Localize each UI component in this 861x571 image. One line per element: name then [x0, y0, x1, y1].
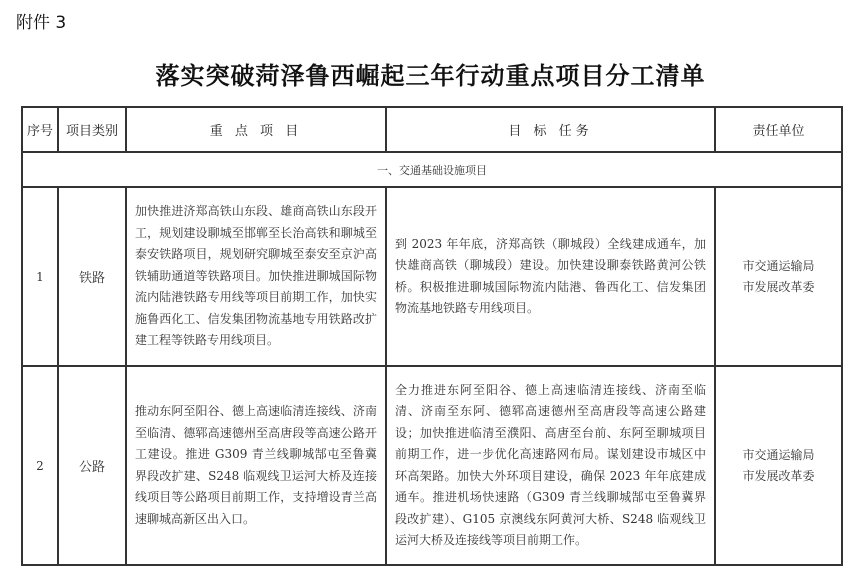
- header-responsible-unit: 责任单位: [715, 107, 842, 152]
- row-key-project: 推动东阿至阳谷、德上高速临清连接线、济南至临清、德郓高速德州至高唐段等高速公路开工建设。推进 G309 青兰线聊城郜屯至鲁冀界段改扩建、S248 临观线卫运河大桥及连接线项目等公路项目前期工作，支持增设青兰高速聊城高新区出入口。: [126, 366, 386, 565]
- header-target-task: 目 标 任务: [386, 107, 715, 152]
- project-table: [21, 106, 843, 566]
- row-number: 2: [22, 366, 58, 565]
- header-key-project: 重 点 项 目: [126, 107, 386, 152]
- row-responsible-units: [715, 366, 842, 565]
- table-row: [22, 366, 842, 565]
- row-responsible-units: [715, 187, 842, 366]
- row-target-task: 全力推进东阿至阳谷、德上高速临清连接线、济南至临清、济南至东阿、德郓高速德州至高唐段等高速公路建设；加快推进临清至濮阳、高唐至台前、东阿至聊城项目前期工作，进一步优化高速路网布局。谋划建设市城区中环高架路。加快大外环项目建设，确保 2023 年年底建成通车。推进机场快速路（G309 青兰线聊城郜屯至鲁冀界段改扩建）、G105 京澳线东阿黄河大桥、S248 临观线卫运河大桥及连接线等项目前期工作。: [386, 366, 715, 565]
- responsible-unit: 市发展改革委: [742, 279, 815, 294]
- row-category: 公路: [58, 366, 126, 565]
- attachment-label: 附件 3: [16, 13, 67, 33]
- responsible-unit: 市交通运输局: [742, 258, 815, 273]
- responsible-unit: 市交通运输局: [742, 447, 815, 462]
- section-title: 一、交通基础设施项目: [22, 152, 842, 187]
- header-category: 项目类别: [58, 107, 126, 152]
- row-number: 1: [22, 187, 58, 366]
- row-target-task: 到 2023 年年底，济郑高铁（聊城段）全线建成通车，加快雄商高铁（聊城段）建设。加快建设聊泰铁路黄河公铁桥。积极推进聊城国际物流内陆港、鲁西化工、信发集团物流基地铁路专用线项目。: [386, 187, 715, 366]
- responsible-unit: 市发展改革委: [742, 468, 815, 483]
- header-no: 序号: [22, 107, 58, 152]
- document-title: 落实突破菏泽鲁西崛起三年行动重点项目分工清单: [155, 61, 706, 90]
- row-key-project: 加快推进济郑高铁山东段、雄商高铁山东段开工，规划建设聊城至邯郸至长治高铁和聊城至泰安铁路项目，规划研究聊城至泰安至京沪高铁辅助通道等铁路项目。加快推进聊城国际物流内陆港铁路专用线等项目前期工作，加快实施鲁西化工、信发集团物流基地专用铁路改扩建工程等铁路专用线项目。: [126, 187, 386, 366]
- table-header-row: [22, 107, 842, 152]
- row-category: 铁路: [58, 187, 126, 366]
- section-row: [22, 152, 842, 187]
- table-row: [22, 187, 842, 366]
